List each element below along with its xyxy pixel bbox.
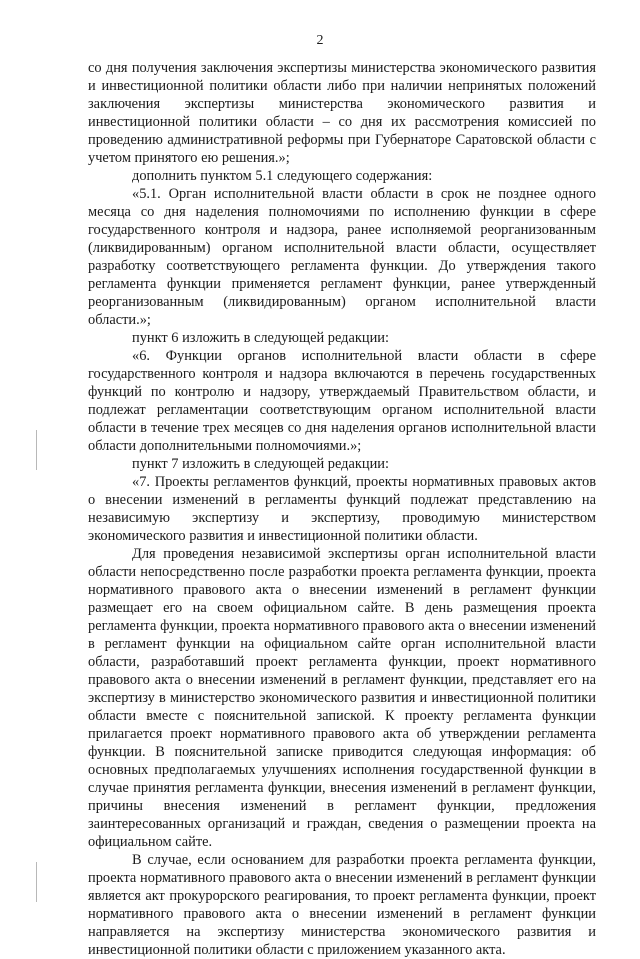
paragraph: дополнить пунктом 5.1 следующего содержания: [132, 168, 433, 184]
scan-margin-line-bottom [36, 862, 37, 902]
paragraph: «5.1. Орган исполнительной власти области в срок не позднее одного месяца со дня наделения полномочиями по исполнению функции в сфере государственного контроля и надзора, ранее исполняемой реорганизованным (ликвидированным) органом исполнительной власти области, осуществляет разработку соответствующего регламента функции. До утверждения такого регламента функции применяется регламент функции, ранее утвержденный реорганизованным (ликвидированным) органом исполнительной власти области.»; [88, 186, 596, 328]
paragraph: со дня получения заключения экспертизы министерства экономического развития и инвестиционной политики области либо при наличии непринятых положений заключения экспертизы министерства экономического развития и инвестиционной политики области – со дня их рассмотрения комиссией по проведению административной реформы при Губернаторе Саратовской области с учетом принятого ею решения.»; [88, 60, 596, 166]
document-body [88, 59, 596, 959]
paragraph: пункт 6 изложить в следующей редакции: [132, 330, 389, 346]
paragraph: «6. Функции органов исполнительной власти области в сфере государственного контроля и надзора включаются в перечень государственных функций по контролю и надзору, утверждаемый Правительством области, и подлежат регламентации соответствующим органом исполнительной власти области в течение трех месяцев со дня наделения органов исполнительной власти области дополнительными полномочиями.»; [88, 348, 596, 454]
paragraph: пункт 7 изложить в следующей редакции: [132, 456, 389, 472]
paragraph: Для проведения независимой экспертизы орган исполнительной власти области непосредственно после разработки проекта регламента функции, проекта нормативного правового акта о внесении изменений в регламент функции размещает его на своем официальном сайте. В день размещения проекта регламента функции, проекта нормативного правового акта о внесении изменений в регламент функции на официальном сайте орган исполнительной власти области, разработавший проект регламента функции, проект нормативного правового акта о внесении изменений в регламент функции, представляет его на экспертизу в министерство экономического развития и инвестиционной политики области вместе с пояснительной запиской. К проекту регламента функции прилагается проект нормативного правового акта об утверждении регламента функции. В пояснительной записке приводится следующая информация: об основных предполагаемых улучшениях исполнения государственной функции в случае принятия регламента функции, внесения изменений в регламент функции, причины внесения изменений в регламент функции, предложения заинтересованных организаций и граждан, сведения о размещении проекта на официальном сайте. [88, 546, 596, 850]
scan-margin-line-top [36, 430, 37, 470]
paragraph: «7. Проекты регламентов функций, проекты нормативных правовых актов о внесении изменений в регламенты функций подлежат представлению на независимую экспертизу и экспертизу, проводимую министерством экономического развития и инвестиционной политики области. [88, 474, 596, 544]
page-number: 2 [316, 33, 324, 48]
paragraph: В случае, если основанием для разработки проекта регламента функции, проекта нормативного правового акта о внесении изменений в регламент функции является акт прокурорского реагирования, то проект регламента функции, проект нормативного правового акта о внесении изменений в регламент функции направляется на экспертизу министерства экономического развития и инвестиционной политики области с приложением указанного акта. [88, 852, 596, 958]
